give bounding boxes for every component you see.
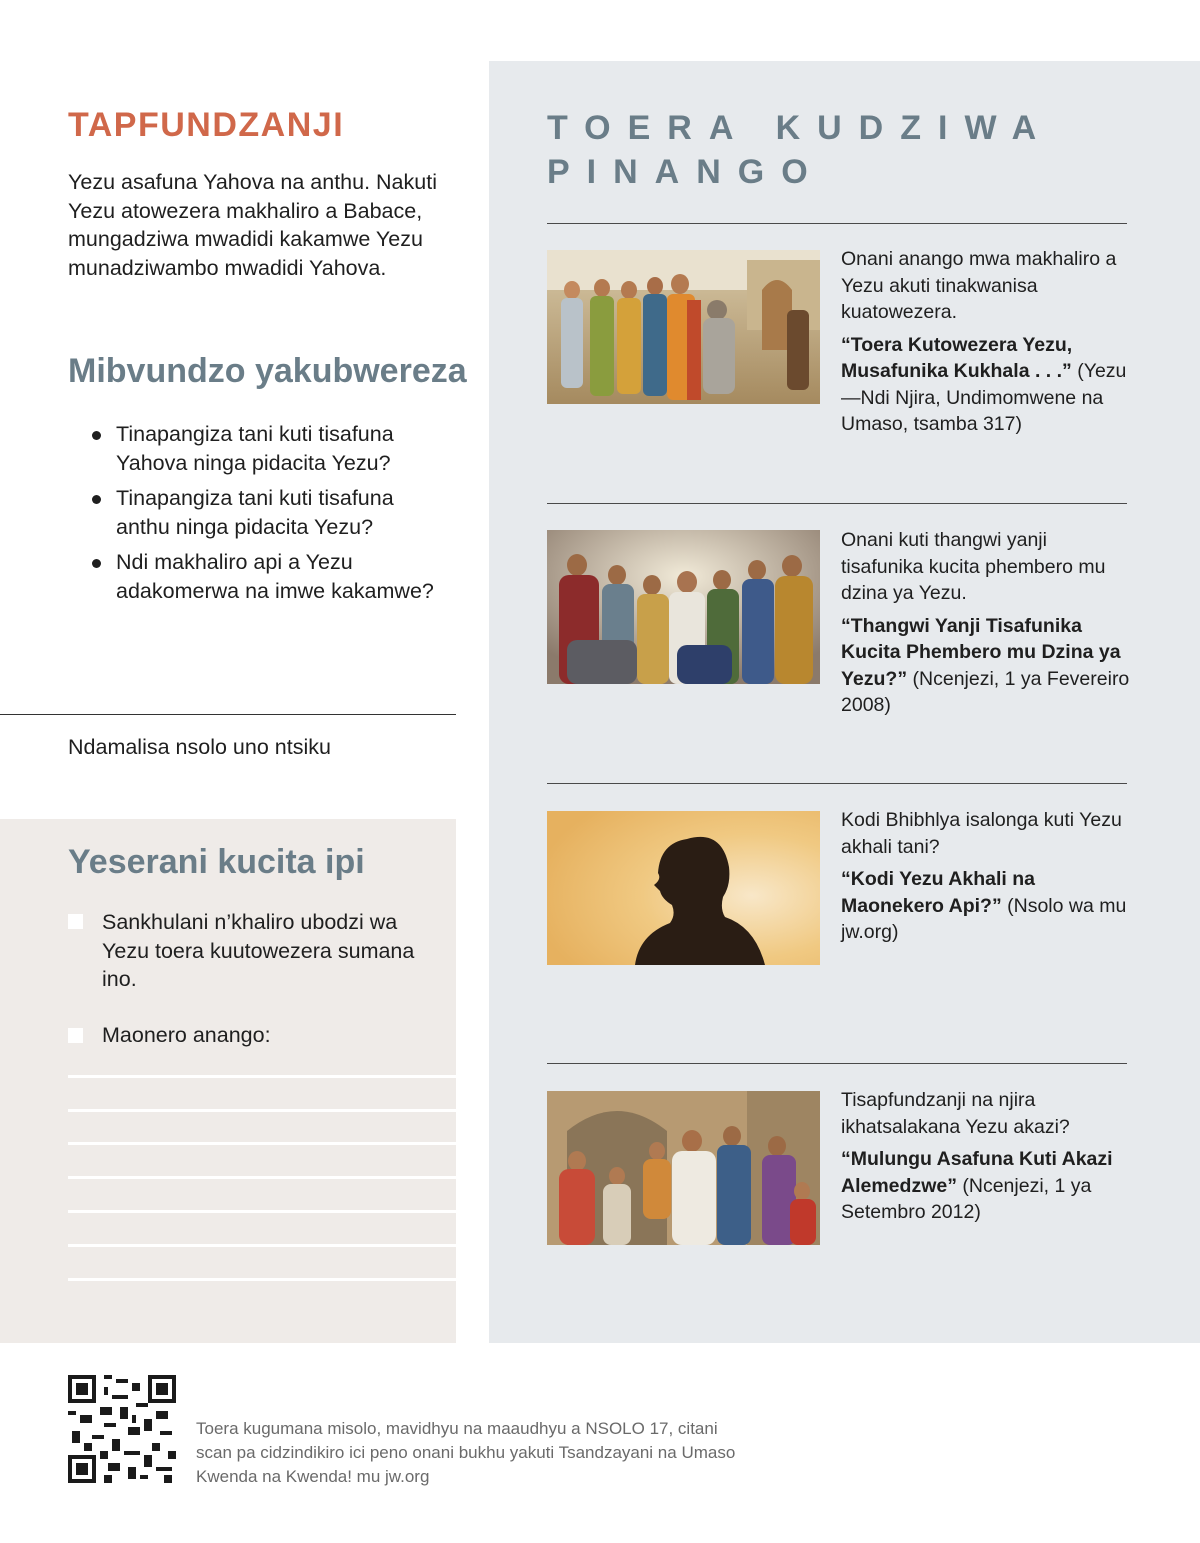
silhouette-image	[547, 811, 820, 965]
resource-citation[interactable]	[841, 1146, 1131, 1226]
writing-line[interactable]	[68, 1176, 456, 1179]
jesus-teaching-apostles-image	[547, 530, 820, 684]
divider	[547, 223, 1127, 224]
bullet-icon	[92, 559, 101, 568]
try-this-item: Sankhulani n’khaliro ubodzi wa Yezu toera kuutowezera sumana ino.	[102, 910, 415, 991]
resource-intro: Kodi Bhibhlya isalonga kuti Yezu akhali tani?	[841, 809, 1122, 858]
checkbox[interactable]	[68, 914, 83, 929]
review-question	[92, 548, 452, 605]
try-this-panel	[0, 819, 456, 1343]
resource-intro: Onani kuti thangwi yanji tisafunika kucita phembero mu dzina ya Yezu.	[841, 529, 1106, 604]
resource-source: (Ncenjezi, 1 ya Setembro 2012)	[841, 1174, 1092, 1223]
bullet-icon	[92, 495, 101, 504]
footer-note: Toera kugumana misolo, mavidhyu na maaudhyu a NSOLO 17, citani scan pa cidzindikiro ici peno onani bukhu yakuti Tsandzayani na Umaso Kwenda na Kwenda! mu jw.org	[196, 1419, 736, 1486]
resource-source: (Nsolo wa mu jw.org)	[841, 894, 1127, 943]
resource-text	[841, 246, 1131, 438]
resource-source: (Ncenjezi, 1 ya Fevereiro 2008)	[841, 667, 1130, 716]
divider	[0, 714, 456, 715]
divider	[547, 783, 1127, 784]
writing-line[interactable]	[68, 1142, 456, 1145]
resource-text	[841, 807, 1131, 946]
resource-title[interactable]: “Toera Kutowezera Yezu, Musafunika Kukhala . . .”	[841, 333, 1073, 382]
resource-title[interactable]: “Kodi Yezu Akhali na Maonekero Api?”	[841, 868, 1035, 917]
writing-line[interactable]	[68, 1244, 456, 1247]
resource-title[interactable]: “Thangwi Yanji Tisafunika Kucita Phembero mu Dzina ya Yezu?”	[841, 614, 1121, 690]
writing-line[interactable]	[68, 1210, 456, 1213]
try-this-item: Maonero anango:	[102, 1023, 271, 1047]
resource-intro: Onani anango mwa makhaliro a Yezu akuti tinakwanisa kuatowezera.	[841, 248, 1117, 323]
bullet-icon	[92, 431, 101, 440]
review-question	[92, 484, 452, 541]
summary-heading: TAPFUNDZANJI	[68, 106, 345, 144]
review-question-list	[92, 420, 452, 612]
summary-text: Yezu asafuna Yahova na anthu. Nakuti Yezu atowezera makhaliro a Babace, mungadziwa mwadidi kakamwe Yezu munadziwambo mwadidi Yahova.	[68, 170, 437, 280]
resource-intro: Tisapfundzanji na njira ikhatsalakana Yezu akazi?	[841, 1089, 1070, 1138]
writing-line[interactable]	[68, 1075, 456, 1078]
resource-text	[841, 1087, 1131, 1226]
qr-code-icon[interactable]	[68, 1375, 176, 1483]
jesus-with-disciples-image	[547, 250, 820, 404]
writing-line[interactable]	[68, 1278, 456, 1281]
checkbox[interactable]	[68, 1028, 83, 1043]
review-question-text: Tinapangiza tani kuti tisafuna Yahova ninga pidacita Yezu?	[116, 422, 394, 475]
review-question-text: Ndi makhaliro api a Yezu adakomerwa na imwe kakamwe?	[116, 550, 434, 603]
resource-citation[interactable]	[841, 613, 1131, 719]
resource-citation[interactable]	[841, 332, 1131, 438]
jesus-with-women-image	[547, 1091, 820, 1245]
divider	[547, 503, 1127, 504]
completion-date-label[interactable]: Ndamalisa nsolo uno ntsiku	[68, 735, 331, 759]
divider	[547, 1063, 1127, 1064]
resource-title[interactable]: “Mulungu Asafuna Kuti Akazi Alemedzwe”	[841, 1148, 1113, 1197]
review-heading: Mibvundzo yakubwereza	[68, 352, 467, 390]
try-this-heading: Yeserani kucita ipi	[68, 843, 365, 881]
review-question-text: Tinapangiza tani kuti tisafuna anthu ninga pidacita Yezu?	[116, 486, 394, 539]
explore-heading: TOERA KUDZIWA PINANGO	[547, 109, 1052, 191]
resource-source: (Yezu—Ndi Njira, Undimomwene na Umaso, tsamba 317)	[841, 360, 1127, 435]
resource-citation[interactable]	[841, 866, 1131, 946]
resource-text	[841, 527, 1131, 719]
writing-line[interactable]	[68, 1109, 456, 1112]
review-question	[92, 420, 452, 477]
